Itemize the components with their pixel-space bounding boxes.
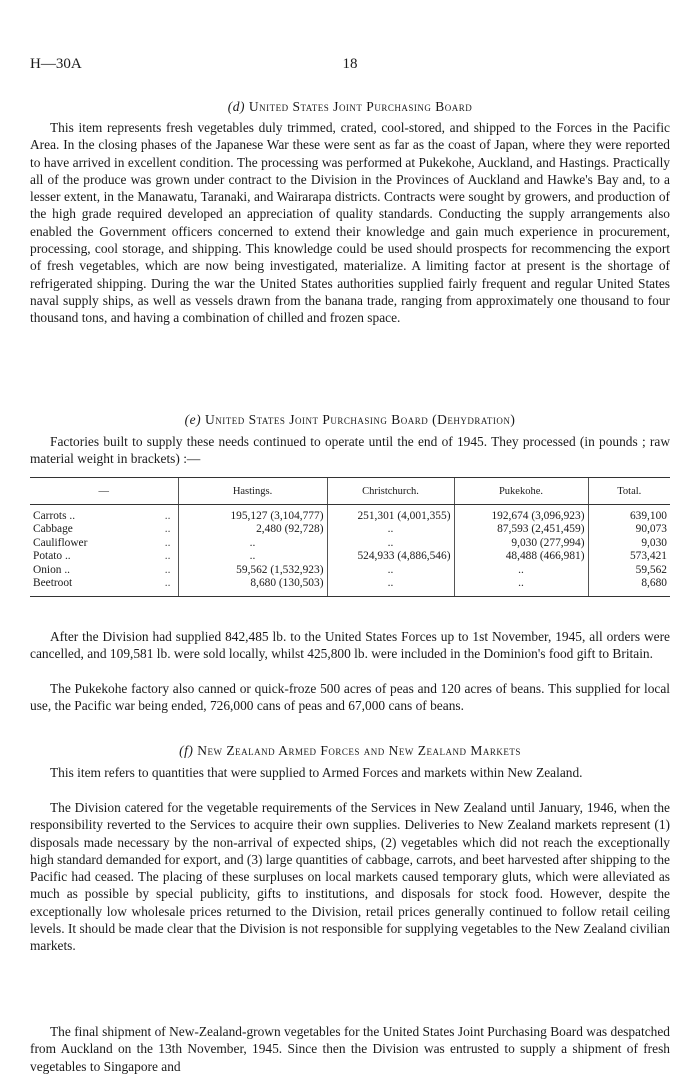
table-row: [30, 505, 670, 524]
section-f-heading: [0, 743, 700, 759]
table-header: Hastings.: [178, 478, 327, 505]
pukekohe-cell: 87,593 (2,451,459): [454, 523, 588, 536]
pukekohe-cell: 192,674 (3,096,923): [454, 505, 588, 524]
hastings-cell: ..: [178, 537, 327, 550]
table-row: [30, 564, 670, 577]
table-row: [30, 537, 670, 550]
section-d-paragraph: This item represents fresh vegetables duly trimmed, crated, cool-stored, and shipped to the Forces in the Pacific Area. In the closing phases of the Japanese War these were sent as far as the coast of Japan, where they were reported to have arrived in excellent condition. The processing was performed at Pukekohe, Auckland, and Hastings. Practically all of the produce was grown under contract to the Division in the Provinces of Auckland and Hawke's Bay and, to a lesser extent, in the Manawatu, Taranaki, and Wairarapa districts. Contracts were sought by growers, and production of the high grade required developed an appreciation of quality standards. Conducting the supply arrangements also enabled the Government officers concerned to extend their knowledge and gain much experience in procurement, processing, cool storage, and shipping. This knowledge could be used should prospects for recommencing the export of fresh vegetables, which are now being investigated, materialize. A limiting factor at present is the shortage of refrigerated shipping. During the war the United States authorities supplied fairly frequent and regular United States naval supply ships, as well as vessels drawn from the banana trade, ranging from approximately one thousand to four thousand tons, and having a combination of chilled and frozen space.: [30, 120, 670, 326]
table-header: Total.: [588, 478, 670, 505]
section-f-letter: (f): [179, 743, 194, 758]
item-cell: [30, 564, 178, 577]
hastings-cell: 195,127 (3,104,777): [178, 505, 327, 524]
document-reference: H—30A: [30, 56, 82, 72]
christchurch-cell: 251,301 (4,001,355): [327, 505, 454, 524]
section-e-intro: Factories built to supply these needs continued to operate until the end of 1945. They processed (in pounds ; raw material weight in brackets) :—: [30, 434, 670, 467]
pukekohe-cell: 9,030 (277,994): [454, 537, 588, 550]
total-cell: 9,030: [588, 537, 670, 550]
item-name: Cauliflower: [33, 536, 88, 549]
section-f-title: New Zealand Armed Forces and New Zealand Markets: [197, 743, 521, 758]
page-number: 18: [342, 56, 358, 72]
christchurch-cell: ..: [327, 537, 454, 550]
table-header: Pukekohe.: [454, 478, 588, 505]
dot-leader: ..: [164, 550, 171, 563]
total-cell: 90,073: [588, 523, 670, 536]
dot-leader: ..: [164, 510, 171, 522]
section-e-title: United States Joint Purchasing Board (Dehydration): [204, 412, 516, 427]
section-f-paragraph-1: This item refers to quantities that were supplied to Armed Forces and markets within New Zealand.: [50, 765, 583, 780]
total-cell: 573,421: [588, 550, 670, 563]
christchurch-cell: ..: [327, 564, 454, 577]
table-row: [30, 523, 670, 536]
dot-leader: ..: [164, 577, 171, 590]
item-cell: [30, 550, 178, 563]
table-header: —: [30, 478, 178, 505]
hastings-cell: 8,680 (130,503): [178, 577, 327, 597]
section-e-heading: [0, 412, 700, 428]
table-header: Christchurch.: [327, 478, 454, 505]
item-cell: [30, 523, 178, 536]
item-cell: [30, 577, 178, 597]
pukekohe-cell: 48,488 (466,981): [454, 550, 588, 563]
item-name: Onion ..: [33, 563, 71, 576]
hastings-cell: ..: [178, 550, 327, 563]
after-table-paragraph-1: After the Division had supplied 842,485 lb. to the United States Forces up to 1st November, 1945, all orders were cancelled, and 109,581 lb. were sold locally, whilst 425,800 lb. were included in the Dominion's food gift to Britain.: [30, 629, 670, 662]
section-e-letter: (e): [184, 412, 202, 427]
section-d-title: United States Joint Purchasing Board: [248, 99, 473, 114]
section-f-paragraph-2: The Division catered for the vegetable requirements of the Services in New Zealand until January, 1946, when the responsibility reverted to the Services to acquire their own supplies. Deliveries to New Zealand markets represent (1) disposals made necessary by the non-arrival of expected ships, (2) vegetables which did not reach the exceptionally high standard demanded for export, and (3) large quantities of cabbage, carrots, and beet harvested after shipping to the Pacific had ceased. The placing of these surpluses on local markets caused temporary gluts, which were alleviated as much as possible by special publicity, gifts to institutions, and disposals for stock food. However, despite the exceptionally low wholesale prices returned to the Division, retail prices generally continued to follow retail ceiling levels. It should be made clear that the Division is not responsible for supplying vegetables to the New Zealand civilian markets.: [30, 800, 670, 954]
item-cell: [30, 505, 178, 524]
hastings-cell: 59,562 (1,532,923): [178, 564, 327, 577]
section-d-letter: (d): [227, 99, 246, 114]
section-d-heading: [0, 99, 700, 115]
total-cell: 639,100: [588, 505, 670, 524]
pukekohe-cell: ..: [454, 564, 588, 577]
dot-leader: ..: [164, 523, 171, 536]
item-cell: [30, 537, 178, 550]
christchurch-cell: ..: [327, 577, 454, 597]
christchurch-cell: 524,933 (4,886,546): [327, 550, 454, 563]
dot-leader: ..: [164, 563, 171, 576]
pukekohe-cell: ..: [454, 577, 588, 597]
after-table-paragraph-2: The Pukekohe factory also canned or quick-froze 500 acres of peas and 120 acres of beans. This supplied for local use, the Pacific war being ended, 726,000 cans of peas and 67,000 cans of beans.: [30, 681, 670, 714]
total-cell: 59,562: [588, 564, 670, 577]
section-f-paragraph-3: The final shipment of New-Zealand-grown vegetables for the United States Joint Purchasing Board was despatched from Auckland on the 13th November, 1945. Since then the Division was entrusted to supply a shipment of fresh vegetables to Singapore and: [30, 1024, 670, 1074]
item-name: Cabbage: [33, 523, 73, 536]
table-row: [30, 577, 670, 597]
total-cell: 8,680: [588, 577, 670, 597]
hastings-cell: 2,480 (92,728): [178, 523, 327, 536]
dehydration-table: [30, 477, 670, 597]
table-row: [30, 550, 670, 563]
item-name: Potato ..: [33, 550, 71, 563]
christchurch-cell: ..: [327, 523, 454, 536]
dot-leader: ..: [164, 536, 171, 549]
table-header-row: [30, 478, 670, 505]
item-name: Beetroot: [33, 577, 73, 590]
item-name: Carrots ..: [33, 510, 76, 522]
